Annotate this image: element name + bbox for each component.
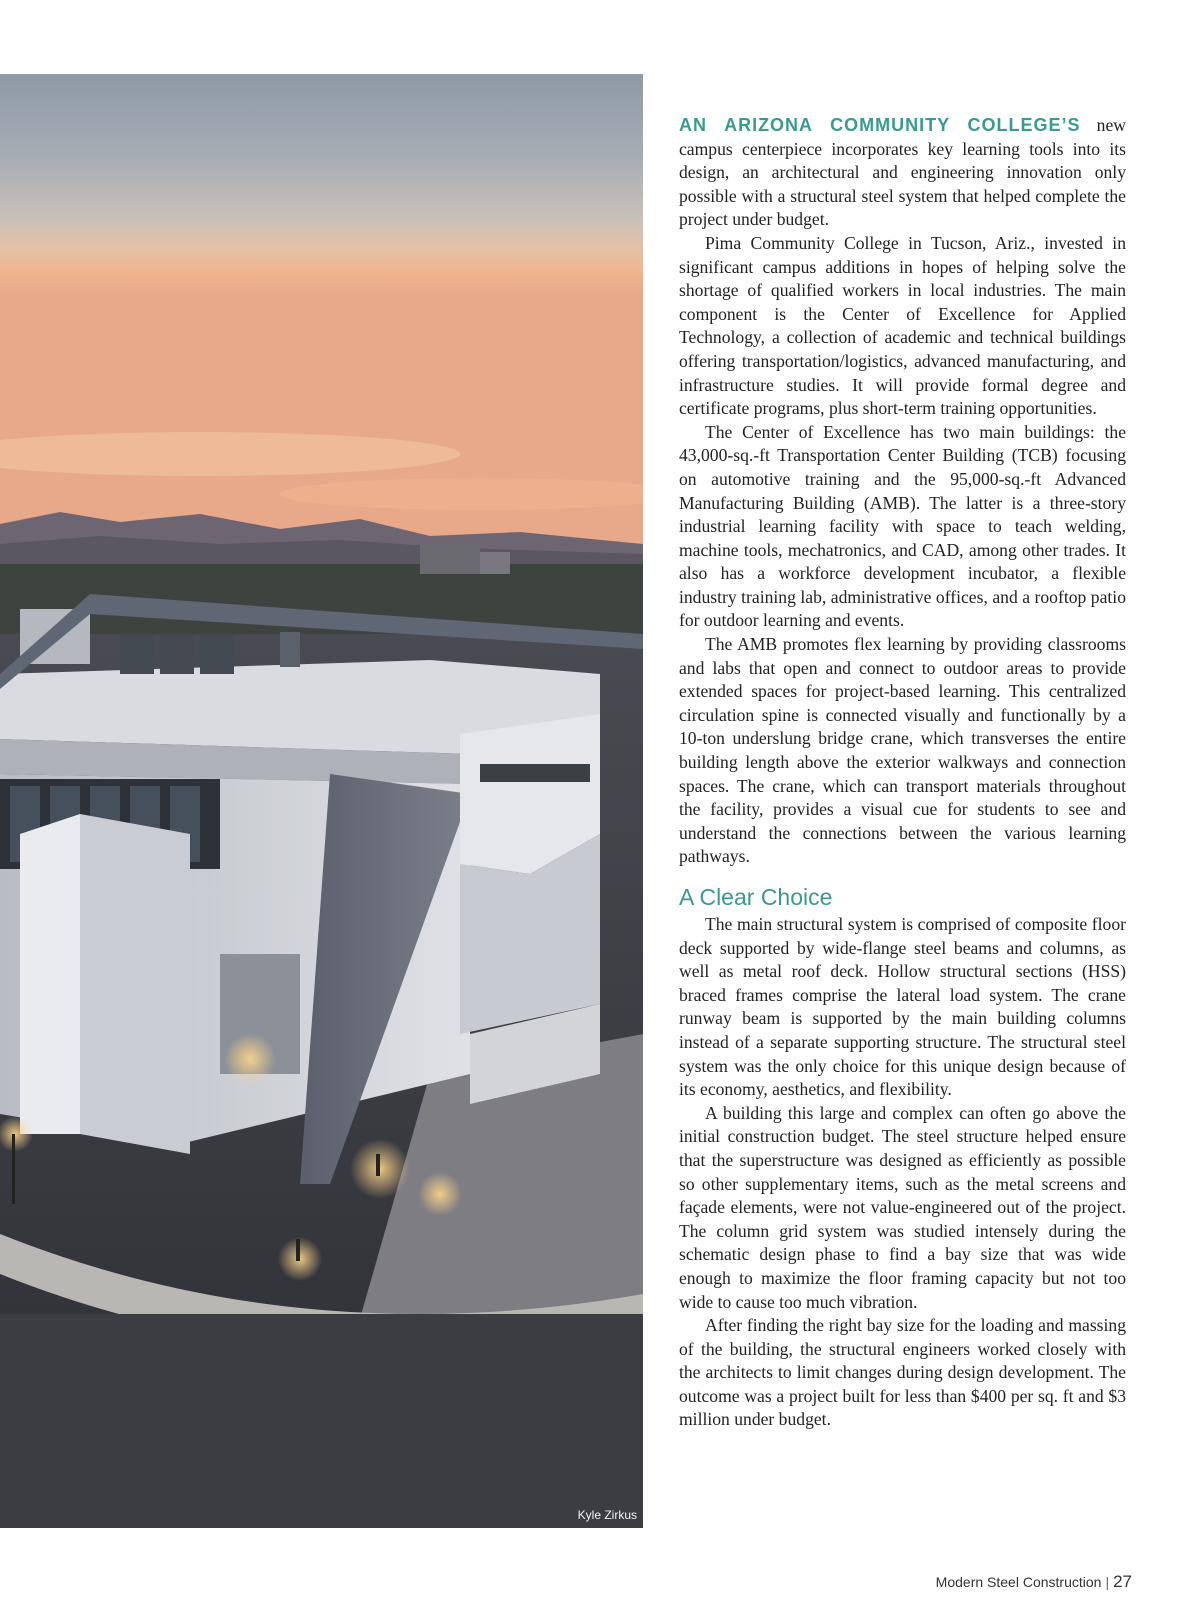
page-footer bbox=[936, 1572, 1132, 1592]
building-illustration bbox=[0, 74, 643, 1528]
lead-in-text: AN ARIZONA COMMUNITY COLLEGE’S bbox=[679, 115, 1081, 135]
paragraph: Pima Community College in Tucson, Ariz., invested in significant campus additions in hopes of helping solve the shortage of qualified workers in local industries. The main component is the Center of Excellence for Applied Technology, a collection of academic and technical buildings offering transportation/logistics, advanced manufacturing, and infrastructure studies. It will provide formal degree and certificate programs, plus short-term training opportunities. bbox=[679, 232, 1126, 419]
paragraph: The main structural system is comprised of composite floor deck supported by wide-flange steel beams and columns, as well as metal roof deck. Hollow structural sections (HSS) braced frames comprise the lateral load system. The crane runway beam is supported by the main building columns instead of a separate supporting structure. The structural steel system was the only choice for this unique design because of its economy, aesthetics, and flexibility. bbox=[679, 914, 1126, 1100]
paragraph: A building this large and complex can often go above the initial construction budget. The steel structure helped ensure that the superstructure was designed as efficiently as possible so other supplementary items, such as the metal screens and façade elements, were not value-engineered out of the project. The column grid system was studied intensely during the schematic design phase to find a bay size that was wide enough to maximize the floor framing capacity but not too wide to cause too much vibration. bbox=[679, 1102, 1126, 1312]
section-subhead: A Clear Choice bbox=[679, 884, 833, 910]
paragraph: The AMB promotes flex learning by providing classrooms and labs that open and connect to outdoor areas to provide extended spaces for project-based learning. This centralized circulation spine is connected visually and functionally by a 10-ton underslung bridge crane, which transverses the entire building length above the exterior walkways and connection spaces. The crane, which can transport materials throughout the facility, provides a visual cue for students to see and understand the connections between the various learning pathways. bbox=[679, 634, 1126, 867]
lead-paragraph bbox=[679, 114, 1126, 232]
paragraph: After finding the right bay size for the loading and massing of the building, the structural engineers worked closely with the architects to limit changes during design development. The outcome was a project built for less than $400 per sq. ft and $3 million under budget. bbox=[679, 1315, 1126, 1430]
lead-paragraph-text: new campus centerpiece incorporates key learning tools into its design, an architectural and engineering innovation only possible with a structural steel system that helped complete the project under budget. bbox=[679, 115, 1126, 230]
publication-name: Modern Steel Construction bbox=[935, 1574, 1102, 1590]
paragraph: The Center of Excellence has two main buildings: the 43,000-sq.-ft Transportation Center Building (TCB) focusing on automotive training and the 95,000-sq.-ft Advanced Manufacturing Building (AMB). The latter is a three-story industrial learning facility with space to teach welding, machine tools, mechatronics, and CAD, among other trades. It also has a workforce development incubator, a flexible industry training lab, administrative offices, and a rooftop patio for outdoor learning and events. bbox=[679, 421, 1126, 631]
article-body bbox=[679, 114, 1126, 1432]
photo-credit: Kyle Zirkus bbox=[577, 1508, 637, 1522]
page-number: 27 bbox=[1113, 1572, 1132, 1591]
building-photo bbox=[0, 74, 643, 1528]
footer-separator: | bbox=[1105, 1574, 1110, 1590]
